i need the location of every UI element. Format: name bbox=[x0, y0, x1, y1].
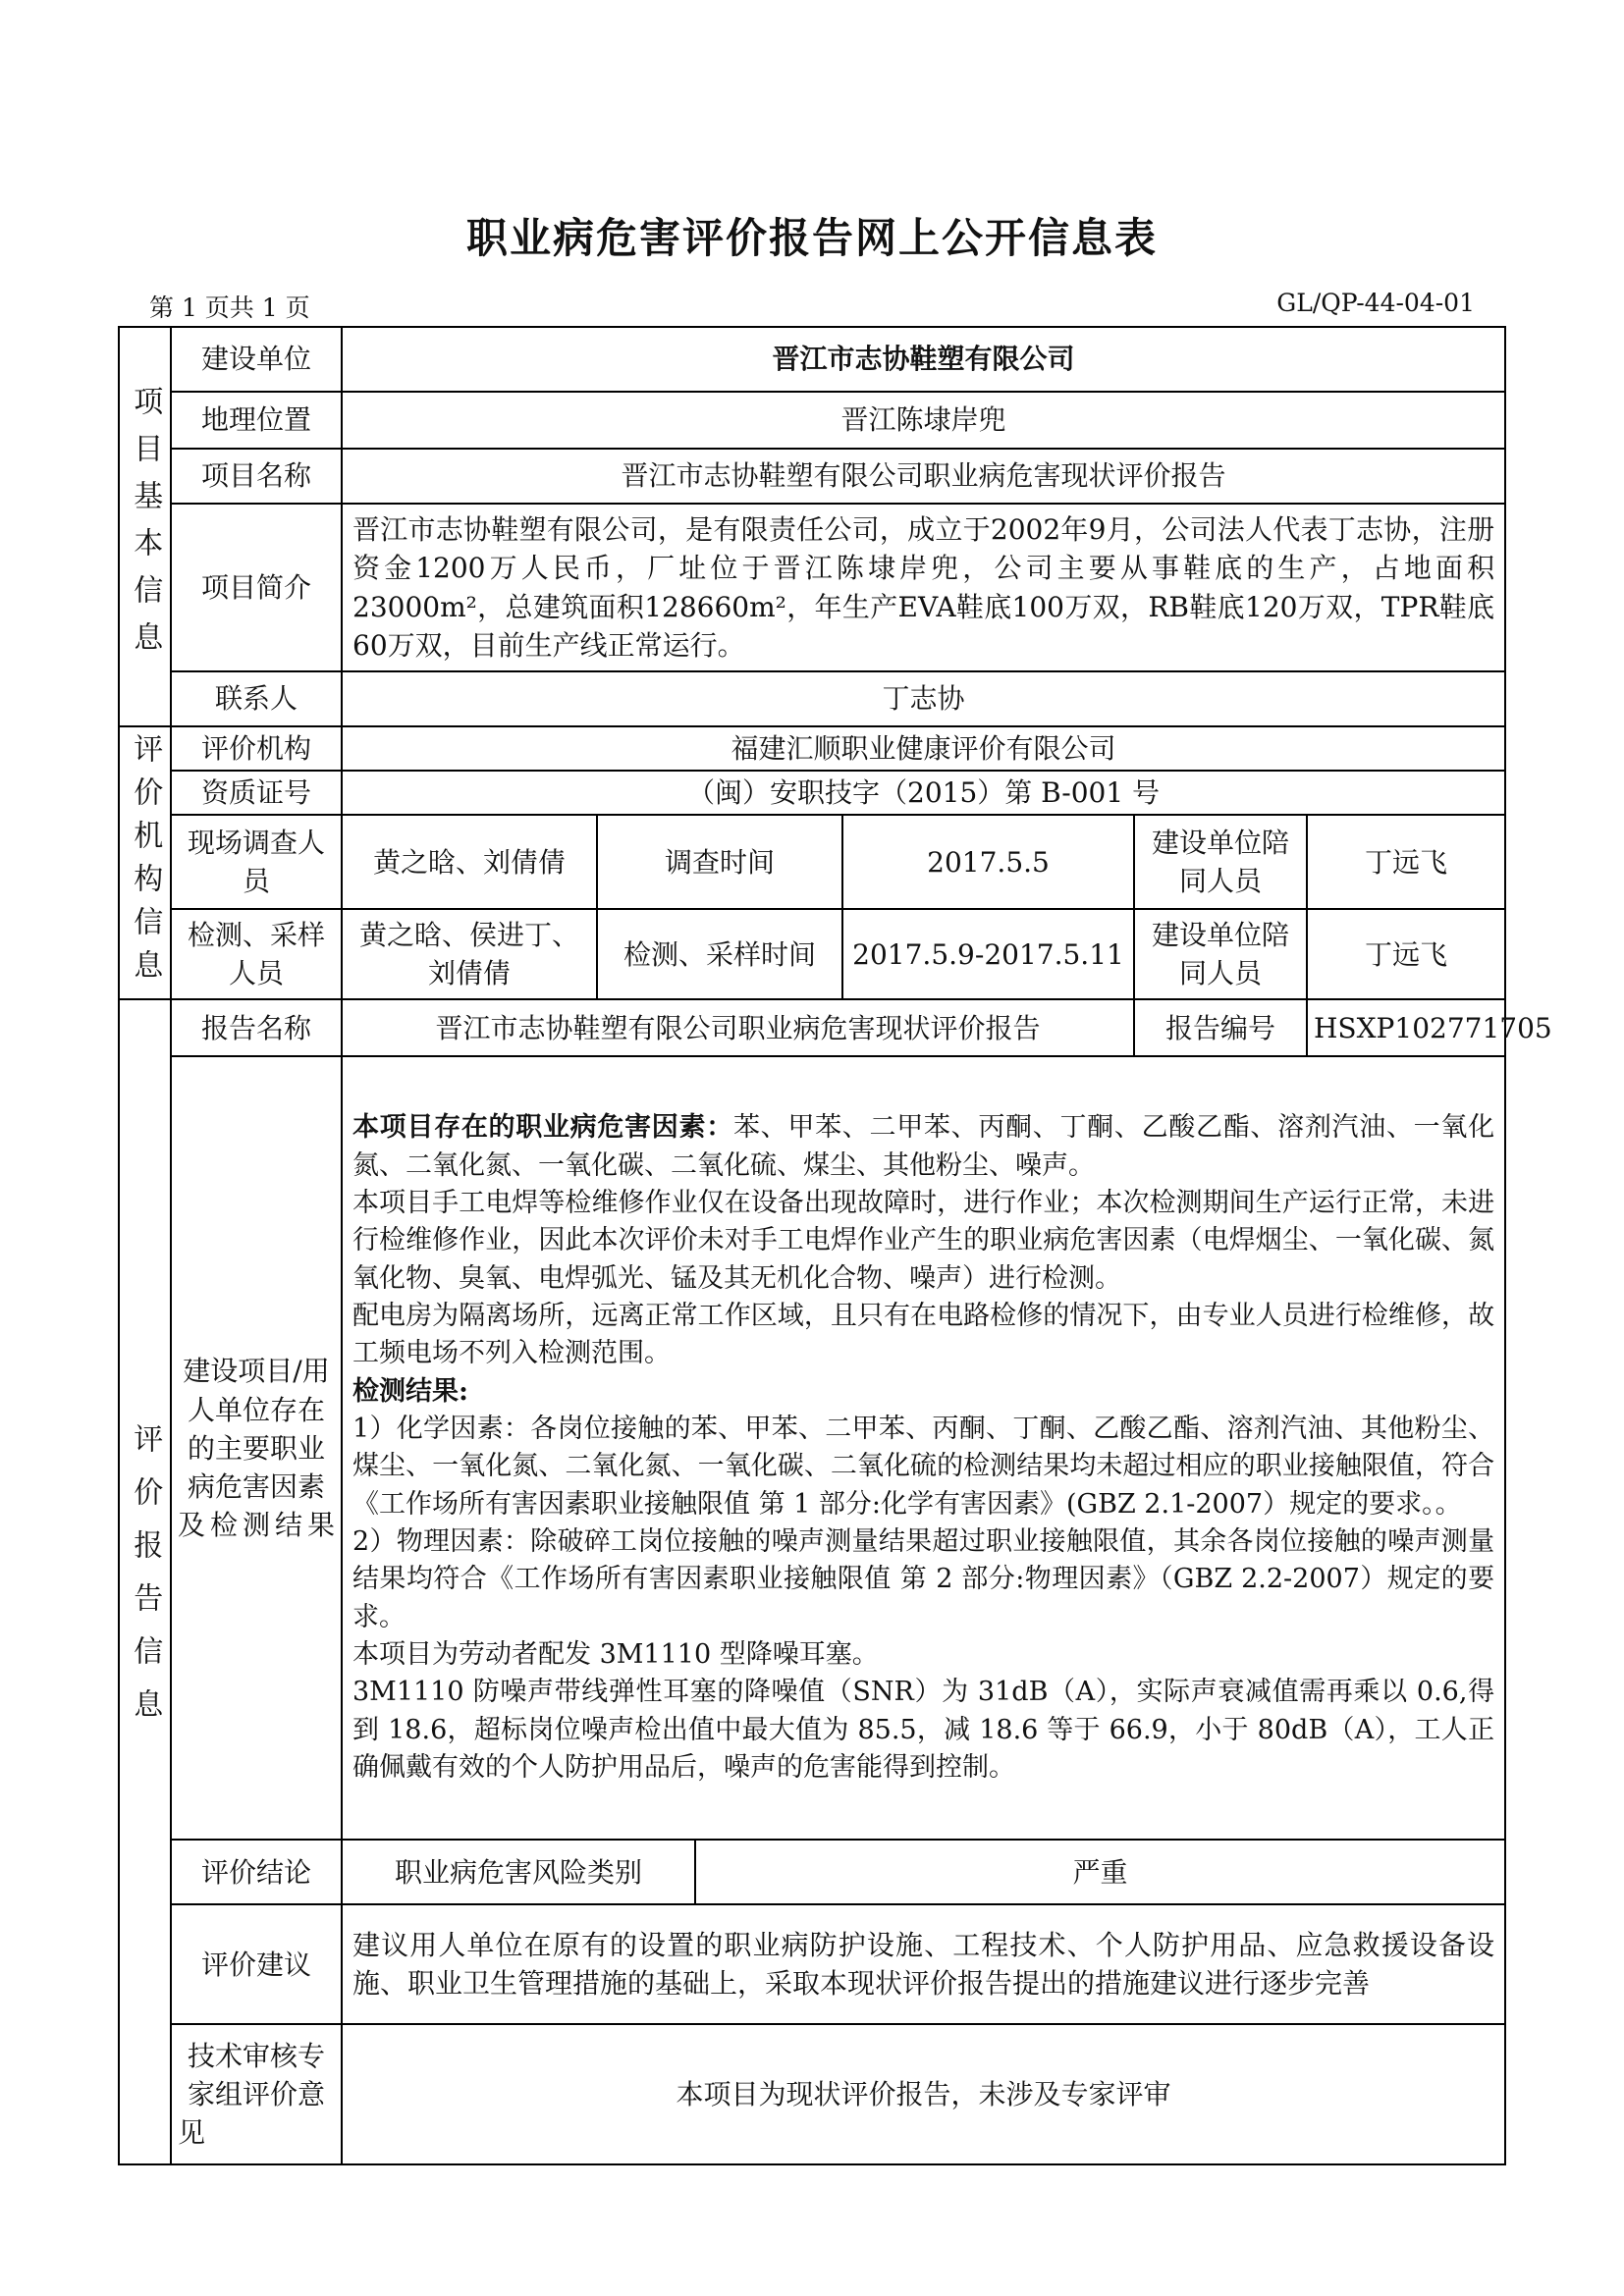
section-agency-label: 评价机构信息 bbox=[119, 726, 171, 999]
intro-label: 项目简介 bbox=[171, 504, 342, 671]
project-label: 项目名称 bbox=[171, 449, 342, 504]
conclusion-label: 评价结论 bbox=[171, 1840, 342, 1904]
risk-label: 职业病危害风险类别 bbox=[342, 1840, 695, 1904]
test-staff-label: 检测、采样人员 bbox=[171, 909, 342, 999]
section-basic-label: 项目基本信息 bbox=[119, 327, 171, 726]
result-physical: 2）物理因素：除破碎工岗位接触的噪声测量结果超过职业接触限值，其余各岗位接触的噪声测量结果均符合《工作场所有害因素职业接触限值 第 2 部分:物理因素》（GBZ 2.2-2007）规定的要求。 bbox=[352, 1526, 1495, 1632]
factors-content bbox=[342, 1056, 1505, 1840]
factors-list: 苯、甲苯、二甲苯、丙酮、丁酮、乙酸乙酯、溶剂汽油、一氧化氮、二氧化氮、一氧化碳、二氧化硫、煤尘、其他粉尘、噪声。 bbox=[352, 1112, 1495, 1181]
result-chemical: 1）化学因素：各岗位接触的苯、甲苯、二甲苯、丙酮、丁酮、乙酸乙酯、溶剂汽油、其他粉尘、煤尘、一氧化氮、二氧化氮、一氧化碳、二氧化硫的检测结果均未超过相应的职业接触限值，符合《工作场所有害因素职业接触限值 第 1 部分:化学有害因素》(GBZ 2.1-2007）规定的要求。。 bbox=[352, 1414, 1495, 1520]
project-value: 晋江市志协鞋塑有限公司职业病危害现状评价报告 bbox=[342, 449, 1505, 504]
test-time-label: 检测、采样时间 bbox=[597, 909, 842, 999]
survey-staff-value: 黄之晗、刘倩倩 bbox=[342, 815, 597, 909]
factors-para bbox=[352, 1109, 1494, 1185]
factors-heading: 本项目存在的职业病危害因素： bbox=[352, 1112, 733, 1144]
survey-time-value: 2017.5.5 bbox=[842, 815, 1134, 909]
row-location bbox=[119, 392, 1505, 449]
info-table bbox=[118, 326, 1552, 2165]
expert-value: 本项目为现状评价报告，未涉及专家评审 bbox=[342, 2024, 1505, 2164]
org-value: 福建汇顺职业健康评价有限公司 bbox=[342, 726, 1505, 771]
location-value: 晋江陈埭岸兜 bbox=[342, 392, 1505, 449]
test-accompany-value: 丁远飞 bbox=[1307, 909, 1505, 999]
row-suggest bbox=[119, 1904, 1505, 2024]
row-cert bbox=[119, 771, 1505, 815]
survey-time-label: 调查时间 bbox=[597, 815, 842, 909]
row-expert bbox=[119, 2024, 1505, 2164]
survey-staff-label: 现场调查人员 bbox=[171, 815, 342, 909]
report-no-label: 报告编号 bbox=[1134, 999, 1307, 1056]
cert-label: 资质证号 bbox=[171, 771, 342, 815]
suggest-text: 建议用人单位在原有的设置的职业病防护设施、工程技术、个人防护用品、应急救援设备设施、职业卫生管理措施的基础上，采取本现状评价报告提出的措施建议进行逐步完善 bbox=[352, 1929, 1495, 2001]
org-label: 评价机构 bbox=[171, 726, 342, 771]
contact-value: 丁志协 bbox=[342, 671, 1505, 726]
test-staff-value: 黄之晗、侯进丁、刘倩倩 bbox=[342, 909, 597, 999]
row-survey bbox=[119, 815, 1505, 909]
row-contact bbox=[119, 671, 1505, 726]
test-time-value: 2017.5.9-2017.5.11 bbox=[842, 909, 1134, 999]
page-info: 第 1 页共 1 页 bbox=[149, 294, 310, 322]
cert-value: （闽）安职技字（2015）第 B-001 号 bbox=[342, 771, 1505, 815]
results-heading: 检测结果: bbox=[352, 1375, 468, 1407]
earplug-para: 本项目为劳动者配发 3M1110 型降噪耳塞。 bbox=[352, 1639, 879, 1671]
survey-accompany-value: 丁远飞 bbox=[1307, 815, 1505, 909]
suggest-value bbox=[342, 1904, 1505, 2024]
section-report-label: 评价报告信息 bbox=[119, 999, 171, 2164]
row-conclusion bbox=[119, 1840, 1505, 1904]
row-factors bbox=[119, 1056, 1505, 1840]
row-org bbox=[119, 726, 1505, 771]
unit-value: 晋江市志协鞋塑有限公司 bbox=[342, 327, 1505, 392]
row-unit bbox=[119, 327, 1505, 392]
contact-label: 联系人 bbox=[171, 671, 342, 726]
intro-text: 晋江市志协鞋塑有限公司，是有限责任公司，成立于2002年9月，公司法人代表丁志协，注册资金1200万人民币，厂址位于晋江陈埭岸兜，公司主要从事鞋底的生产，占地面积23000m²，总建筑面积128660m²，年生产EVA鞋底100万双，RB鞋底120万双，TPR鞋底60万双，目前生产线正常运行。 bbox=[352, 513, 1495, 662]
suggest-label: 评价建议 bbox=[171, 1904, 342, 2024]
factors-label: 建设项目/用人单位存在的主要职业病危害因素及检测结果 bbox=[171, 1056, 342, 1840]
welding-para: 本项目手工电焊等检维修作业仅在设备出现故障时，进行作业；本次检测期间生产运行正常，未进行检维修作业，因此本次评价未对手工电焊作业产生的职业病危害因素（电焊烟尘、一氧化碳、氮氧化物、臭氧、电焊弧光、锰及其无机化合物、噪声）进行检测。 bbox=[352, 1188, 1495, 1294]
location-label: 地理位置 bbox=[171, 392, 342, 449]
row-project bbox=[119, 449, 1505, 504]
unit-label: 建设单位 bbox=[171, 327, 342, 392]
report-no-value: HSXP102771705 bbox=[1307, 999, 1505, 1056]
expert-label: 技术审核专家组评价意见 bbox=[171, 2024, 342, 2164]
power-room-para: 配电房为隔离场所，远离正常工作区域，且只有在电路检修的情况下，由专业人员进行检维修，故工频电场不列入检测范围。 bbox=[352, 1301, 1495, 1369]
document-title: 职业病危害评价报告网上公开信息表 bbox=[465, 214, 1158, 262]
report-name-label: 报告名称 bbox=[171, 999, 342, 1056]
intro-value bbox=[342, 504, 1505, 671]
snr-para: 3M1110 防噪声带线弹性耳塞的降噪值（SNR）为 31dB（A），实际声衰减值需再乘以 0.6,得到 18.6，超标岗位噪声检出值中最大值为 85.5，减 18.6 等于 66.9，小于 80dB（A），工人正确佩戴有效的个人防护用品后，噪声的危害能得到控制。 bbox=[352, 1677, 1495, 1783]
row-report-name bbox=[119, 999, 1505, 1056]
report-name-value: 晋江市志协鞋塑有限公司职业病危害现状评价报告 bbox=[342, 999, 1134, 1056]
risk-value: 严重 bbox=[695, 1840, 1505, 1904]
row-test bbox=[119, 909, 1505, 999]
row-intro bbox=[119, 504, 1505, 671]
document-code: GL/QP-44-04-01 bbox=[1276, 289, 1475, 317]
survey-accompany-label: 建设单位陪同人员 bbox=[1134, 815, 1307, 909]
test-accompany-label: 建设单位陪同人员 bbox=[1134, 909, 1307, 999]
